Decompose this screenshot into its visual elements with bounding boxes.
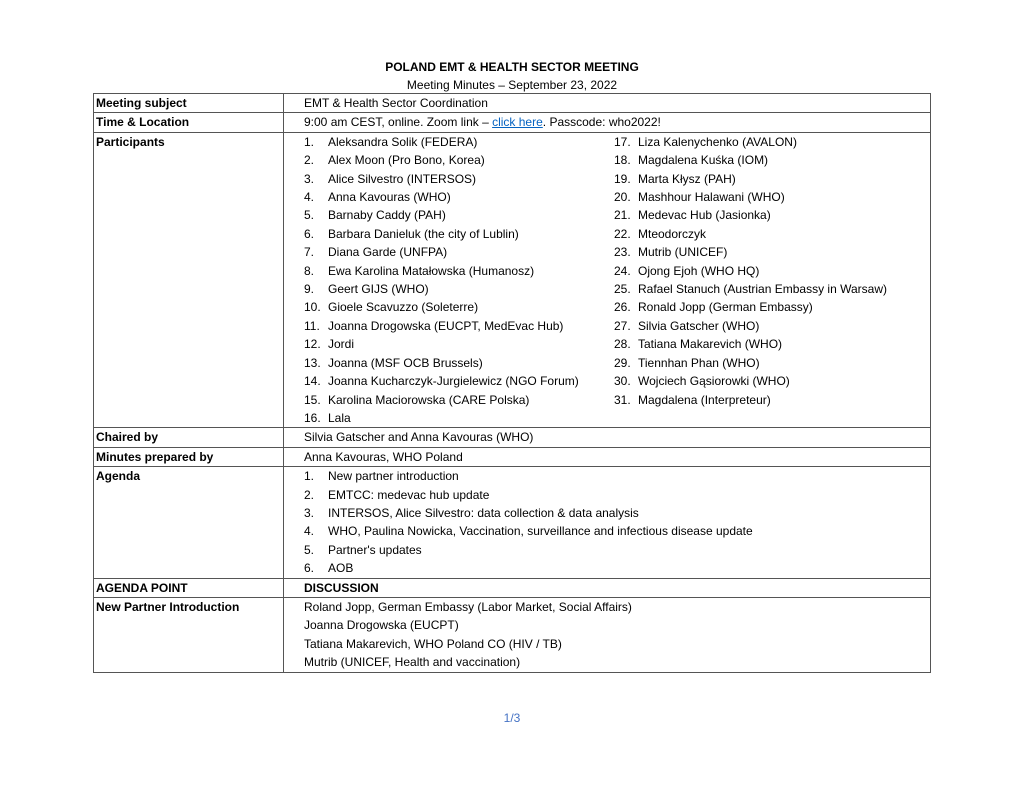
page-number: 1/3 [503, 711, 521, 725]
participant-item-text: Gioele Scavuzzo (Soleterre) [328, 300, 479, 315]
participant-item-text: Wojciech Gąsiorowki (WHO) [638, 374, 790, 389]
participant-item-number: 28. [614, 337, 631, 352]
participant-item-number: 20. [614, 190, 631, 205]
row-agenda [94, 467, 931, 578]
participant-item-number: 8. [304, 263, 315, 278]
participant-item-number: 10. [304, 300, 321, 315]
participant-item-text: Joanna Kucharczyk-Jurgielewicz (NGO Forum) [328, 374, 579, 389]
agenda-item-number: 1. [304, 469, 315, 484]
participant-item [614, 335, 892, 353]
agenda-item [304, 504, 930, 522]
row-new-partner-introduction [94, 597, 931, 672]
participant-item-number: 6. [304, 226, 315, 241]
participant-item-text: Tatiana Makarevich (WHO) [638, 337, 783, 352]
participant-item [304, 317, 594, 335]
participant-item-number: 26. [614, 300, 631, 315]
participant-item-number: 11. [304, 318, 320, 333]
agenda-item-text: AOB [328, 561, 354, 576]
participant-item-text: Lala [328, 410, 351, 425]
participant-item [304, 133, 594, 151]
agenda-list [304, 467, 930, 577]
participant-item-number: 12. [304, 337, 321, 352]
participant-item-number: 9. [304, 282, 315, 297]
meeting-subject-label: Meeting subject [94, 94, 284, 113]
participants-list-left [304, 133, 594, 428]
participant-item-text: Rafael Stanuch (Austrian Embassy in Warsaw) [638, 282, 887, 297]
new-partner-line: Mutrib (UNICEF, Health and vaccination) [304, 655, 521, 670]
participant-item-number: 24. [614, 263, 631, 278]
participant-item-text: Barnaby Caddy (PAH) [328, 208, 446, 223]
agenda-item [304, 541, 930, 559]
minutes-table [93, 93, 931, 673]
participant-item [304, 188, 594, 206]
participant-item [614, 354, 892, 372]
participant-item [614, 225, 892, 243]
agenda-item-number: 6. [304, 561, 315, 576]
participant-item [304, 354, 594, 372]
participant-item [304, 170, 594, 188]
agenda-item-text: INTERSOS, Alice Silvestro: data collection & data analysis [328, 505, 639, 520]
participant-item [304, 262, 594, 280]
participant-item [614, 133, 892, 151]
participant-item-text: Mutrib (UNICEF) [638, 245, 728, 260]
new-partner-line: Tatiana Makarevich, WHO Poland CO (HIV / TB) [304, 636, 562, 651]
participant-item-number: 3. [304, 171, 315, 186]
row-time-location [94, 113, 931, 132]
participant-item-number: 15. [304, 392, 321, 407]
agenda-item [304, 522, 930, 540]
time-location-text-after: . Passcode: who2022! [542, 115, 661, 130]
participant-item-text: Silvia Gatscher (WHO) [638, 318, 760, 333]
participant-item-number: 22. [614, 226, 631, 241]
participant-item-text: Magdalena Kuśka (IOM) [638, 153, 769, 168]
participant-item-text: Mteodorczyk [638, 226, 707, 241]
participant-item-number: 13. [304, 355, 321, 370]
document-title: POLAND EMT & HEALTH SECTOR MEETING [385, 60, 639, 74]
participant-item-number: 21. [614, 208, 631, 223]
agenda-item-text: WHO, Paulina Nowicka, Vaccination, surveillance and infectious disease update [328, 524, 753, 539]
participant-item-text: Medevac Hub (Jasionka) [638, 208, 771, 223]
participant-item-text: Ojong Ejoh (WHO HQ) [638, 263, 760, 278]
participant-item-text: Karolina Maciorowska (CARE Polska) [328, 392, 530, 407]
participant-item [614, 170, 892, 188]
participant-item-number: 4. [304, 190, 315, 205]
participant-item [614, 298, 892, 316]
chaired-by-value: Silvia Gatscher and Anna Kavouras (WHO) [284, 428, 931, 447]
participant-item-number: 7. [304, 245, 315, 260]
participant-item [304, 298, 594, 316]
time-location-text-before: 9:00 am CEST, online. Zoom link – [304, 115, 493, 130]
time-location-value [284, 113, 931, 132]
participant-item [614, 372, 892, 390]
row-minutes-prepared-by [94, 447, 931, 466]
participant-item-text: Ronald Jopp (German Embassy) [638, 300, 813, 315]
participant-item-number: 17. [614, 134, 631, 149]
agenda-label: Agenda [94, 467, 284, 578]
chaired-by-label: Chaired by [94, 428, 284, 447]
participant-item-number: 1. [304, 134, 315, 149]
participant-item [304, 243, 594, 261]
participant-item [614, 262, 892, 280]
participant-item [304, 335, 594, 353]
participant-item-text: Alex Moon (Pro Bono, Korea) [328, 153, 485, 168]
minutes-prepared-by-value: Anna Kavouras, WHO Poland [284, 447, 931, 466]
participant-item-text: Magdalena (Interpreteur) [638, 392, 771, 407]
participant-item-text: Liza Kalenychenko (AVALON) [638, 134, 797, 149]
zoom-link[interactable]: click here [492, 115, 543, 130]
new-partner-line: Roland Jopp, German Embassy (Labor Market, Social Affairs) [304, 599, 632, 614]
participant-item [304, 225, 594, 243]
participant-item-text: Joanna Drogowska (EUCPT, MedEvac Hub) [328, 318, 564, 333]
participant-item-number: 5. [304, 208, 315, 223]
participant-item-text: Mashhour Halawani (WHO) [638, 190, 785, 205]
participant-item-text: Marta Kłysz (PAH) [638, 171, 736, 186]
participant-item [304, 280, 594, 298]
participant-item-number: 31. [614, 392, 631, 407]
participant-item-text: Tiennhan Phan (WHO) [638, 355, 760, 370]
time-location-label: Time & Location [94, 113, 284, 132]
participant-item-number: 14. [304, 374, 321, 389]
agenda-item [304, 486, 930, 504]
participant-item-text: Joanna (MSF OCB Brussels) [328, 355, 483, 370]
participant-item [614, 206, 892, 224]
participants-value [284, 132, 931, 428]
participant-item-text: Ewa Karolina Matałowska (Humanosz) [328, 263, 535, 278]
participant-item [614, 243, 892, 261]
participant-item-text: Geert GIJS (WHO) [328, 282, 429, 297]
participant-item [614, 317, 892, 335]
agenda-item [304, 467, 930, 485]
discussion-label: DISCUSSION [284, 578, 931, 597]
agenda-item-text: Partner's updates [328, 542, 422, 557]
participant-item [304, 409, 594, 427]
participant-item-text: Alice Silvestro (INTERSOS) [328, 171, 477, 186]
agenda-value [284, 467, 931, 578]
participant-item [304, 372, 594, 390]
agenda-item-number: 4. [304, 524, 315, 539]
participant-item [304, 206, 594, 224]
participant-item-text: Barbara Danieluk (the city of Lublin) [328, 226, 519, 241]
agenda-point-label: AGENDA POINT [94, 578, 284, 597]
participant-item-number: 27. [614, 318, 631, 333]
participant-item-number: 30. [614, 374, 631, 389]
agenda-item [304, 559, 930, 577]
agenda-item-number: 2. [304, 487, 315, 502]
participant-item-number: 19. [614, 171, 631, 186]
row-meeting-subject [94, 94, 931, 113]
agenda-item-text: New partner introduction [328, 469, 459, 484]
participant-item-number: 16. [304, 410, 321, 425]
new-partner-introduction-value [284, 597, 931, 672]
agenda-item-number: 3. [304, 505, 315, 520]
participant-item-number: 18. [614, 153, 631, 168]
agenda-item-number: 5. [304, 542, 315, 557]
participant-item-text: Anna Kavouras (WHO) [328, 190, 451, 205]
document-subtitle: Meeting Minutes – September 23, 2022 [406, 78, 618, 92]
participant-item-number: 2. [304, 153, 315, 168]
participant-item [304, 391, 594, 409]
participants-label: Participants [94, 132, 284, 428]
row-chaired-by [94, 428, 931, 447]
participant-item-text: Jordi [328, 337, 355, 352]
meeting-subject-value: EMT & Health Sector Coordination [284, 94, 931, 113]
participant-item [614, 151, 892, 169]
row-participants [94, 132, 931, 428]
minutes-prepared-by-label: Minutes prepared by [94, 447, 284, 466]
participant-item [304, 151, 594, 169]
new-partner-line: Joanna Drogowska (EUCPT) [304, 618, 459, 633]
agenda-item-text: EMTCC: medevac hub update [328, 487, 490, 502]
row-agenda-point [94, 578, 931, 597]
participant-item-number: 29. [614, 355, 631, 370]
participants-list-right [614, 133, 892, 428]
participant-item-text: Diana Garde (UNFPA) [328, 245, 448, 260]
participant-item-number: 25. [614, 282, 631, 297]
participant-item [614, 391, 892, 409]
participant-item-text: Aleksandra Solik (FEDERA) [328, 134, 478, 149]
participant-item-number: 23. [614, 245, 631, 260]
new-partner-introduction-label: New Partner Introduction [94, 597, 284, 672]
participant-item [614, 188, 892, 206]
participant-item [614, 280, 892, 298]
